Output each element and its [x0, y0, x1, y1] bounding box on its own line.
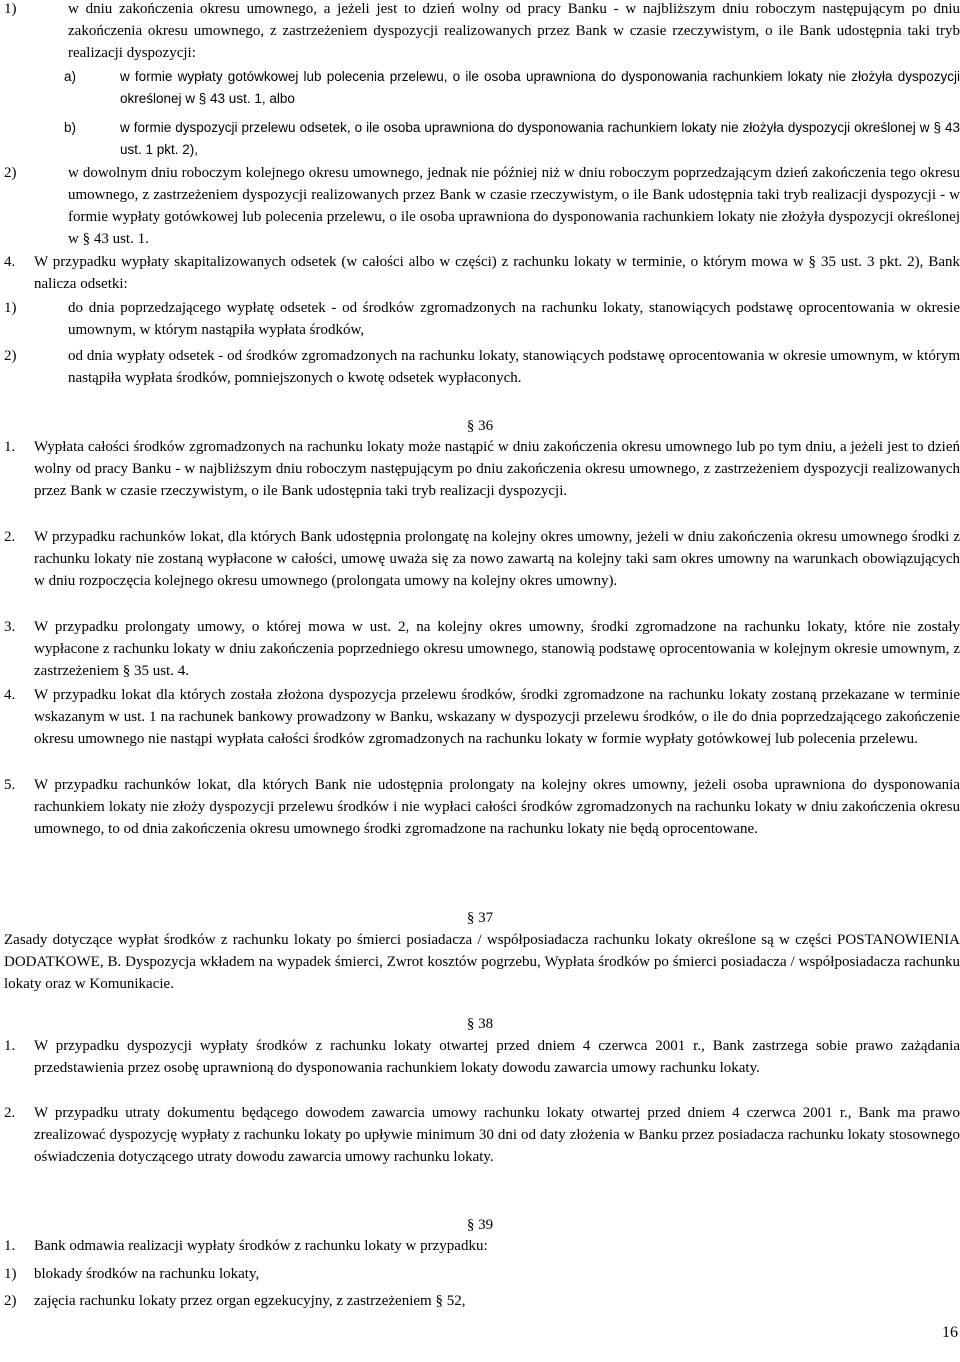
- list-number: 2): [4, 165, 17, 181]
- list-number: 1): [4, 300, 17, 316]
- list-text: W przypadku rachunków lokat, dla których Bank udostępnia prolongatę na kolejny okres umowny, jeżeli w dniu zakończenia okresu umownego środki z rachunku lokaty nie zostaną wypłacone w całości, umowę uważa się za nowo zawartą na kolejny taki sam okres umowny na warunkach obowiązujących w dniu rozpoczęcia kolejnego okresu umownego (prolongata umowy na kolejny okres umowny).: [34, 529, 960, 589]
- paragraph: Zasady dotyczące wypłat środków z rachunku lokaty po śmierci posiadacza / współposiadacza rachunku lokaty określone są w części POSTANOWIENIA DODATKOWE, B. Dyspozycja wkładem na wypadek śmierci, Zwrot kosztów pogrzebu, Wypłata środków po śmierci posiadacza / współposiadacza rachunku lokaty oraz w Komunikacie.: [4, 932, 960, 992]
- list-item: [64, 66, 960, 110]
- list-item: [4, 0, 960, 64]
- list-number: 5.: [4, 777, 16, 793]
- list-item: [4, 251, 960, 295]
- list-item: [4, 616, 960, 682]
- list-text: W przypadku wypłaty skapitalizowanych odsetek (w całości albo w części) z rachunku lokaty w terminie, o którym mowa w § 35 ust. 3 pkt. 2), Bank nalicza odsetki:: [34, 254, 960, 292]
- section-heading: § 38: [466, 1016, 494, 1032]
- list-number: 1.: [4, 1238, 16, 1254]
- list-text: zajęcia rachunku lokaty przez organ egzekucyjny, z zastrzeżeniem § 52,: [34, 1293, 466, 1309]
- list-item: [4, 436, 960, 502]
- list-number: 3.: [4, 619, 16, 635]
- list-item: [4, 1263, 960, 1285]
- list-text: W przypadku utraty dokumentu będącego dowodem zawarcia umowy rachunku lokaty otwartej przed dniem 4 czerwca 2001 r., Bank ma prawo zrealizować dyspozycję wypłaty z rachunku lokaty po upływie minimum 30 dni od daty złożenia w Banku przez posiadacza rachunku lokaty stosownego oświadczenia dotyczącego utraty dowodu zawarcia umowy rachunku lokaty.: [34, 1105, 960, 1165]
- list-text: w formie wypłaty gotówkowej lub polecenia przelewu, o ile osoba uprawniona do dysponowania rachunkiem lokaty nie złożyła dyspozycji określonej w § 43 ust. 1, albo: [120, 69, 960, 106]
- list-text: W przypadku rachunków lokat, dla których Bank nie udostępnia prolongaty na kolejny okres umowny, jeżeli osoba uprawniona do dysponowania rachunkiem lokaty nie złoży dyspozycji przelewu środków i nie wypłaci całości środków zgromadzonych na rachunku lokaty w dniu zakończenia okresu umownego, to od dnia zakończenia okresu umownego środki zgromadzone na rachunku lokaty nie będą oprocentowane.: [34, 777, 960, 837]
- list-letter: a): [64, 69, 77, 84]
- section-heading: § 39: [466, 1217, 494, 1233]
- list-text: do dnia poprzedzającego wypłatę odsetek - od środków zgromadzonych na rachunku lokaty, stanowiących podstawę oprocentowania w okresie umownym, w którym nastąpiła wypłata środków,: [68, 300, 960, 338]
- list-number: 1.: [4, 439, 16, 455]
- section-heading: § 37: [466, 910, 494, 926]
- list-item: [4, 684, 960, 750]
- page-number: 16: [942, 1324, 958, 1341]
- list-item: [4, 1102, 960, 1168]
- list-number: 1.: [4, 1038, 16, 1054]
- list-number: 2.: [4, 1105, 16, 1121]
- list-text: W przypadku dyspozycji wypłaty środków z rachunku lokaty otwartej przed dniem 4 czerwca 2001 r., Bank zastrzega sobie prawo zażądania przedstawienia przez osobę uprawnioną do dysponowania rachunkiem lokaty dowodu zawarcia umowy rachunku lokaty.: [34, 1038, 960, 1076]
- list-letter: b): [64, 120, 77, 135]
- list-text: W przypadku prolongaty umowy, o której mowa w ust. 2, na kolejny okres umowny, środki zgromadzone na rachunku lokaty, które nie zostały wypłacone z rachunku lokaty w dniu zakończenia poprzedniego okresu umownego, stanowią podstawę oprocentowania w kolejnym okresie umownym, z zastrzeżeniem § 35 ust. 4.: [34, 619, 960, 679]
- list-text: w dowolnym dniu roboczym kolejnego okresu umownego, jednak nie później niż w dniu roboczym poprzedzającym dzień zakończenia tego okresu umownego, z zastrzeżeniem dyspozycji realizowanych przez Bank w czasie rzeczywistym, o ile Bank udostępnia taki tryb realizacji dyspozycji - w formie wypłaty gotówkowej lub polecenia przelewu, o ile osoba uprawniona do dysponowania rachunkiem lokaty nie złożyła dyspozycji określonej w § 43 ust. 1.: [68, 165, 960, 247]
- list-item: [4, 345, 960, 389]
- list-item: [4, 526, 960, 592]
- list-number: 2): [4, 1293, 17, 1309]
- list-item: [4, 1290, 960, 1312]
- list-item: [4, 1235, 960, 1257]
- list-number: 2.: [4, 529, 16, 545]
- list-text: w dniu zakończenia okresu umownego, a jeżeli jest to dzień wolny od pracy Banku - w najbliższym dniu roboczym następującym po dniu zakończenia okresu umownego, z zastrzeżeniem dyspozycji realizowanych przez Bank w czasie rzeczywistym, o ile Bank udostępnia taki tryb realizacji dyspozycji:: [68, 1, 960, 61]
- list-text: W przypadku lokat dla których została złożona dyspozycja przelewu środków, środki zgromadzone na rachunku lokaty zostaną przekazane w terminie wskazanym w ust. 1 na rachunek bankowy prowadzony w Banku, wskazany w dyspozycji przelewu środków, o ile do dnia poprzedzającego zakończenie okresu umownego nie nastąpi wypłata całości środków zgromadzonych na rachunku lokaty w formie wypłaty gotówkowej lub polecenia przelewu.: [34, 687, 960, 747]
- list-number: 2): [4, 348, 17, 364]
- section-heading: § 36: [466, 418, 494, 434]
- list-number: 1): [4, 1, 17, 17]
- list-number: 1): [4, 1266, 17, 1282]
- list-text: Bank odmawia realizacji wypłaty środków z rachunku lokaty w przypadku:: [34, 1238, 488, 1254]
- list-number: 4.: [4, 687, 16, 703]
- list-text: od dnia wypłaty odsetek - od środków zgromadzonych na rachunku lokaty, stanowiących podstawę oprocentowania w okresie umownym, w którym nastąpiła wypłata środków, pomniejszonych o kwotę odsetek wypłaconych.: [68, 348, 960, 386]
- list-item: [4, 162, 960, 250]
- list-item: [4, 774, 960, 840]
- list-text: w formie dyspozycji przelewu odsetek, o ile osoba uprawniona do dysponowania rachunkiem lokaty nie złożyła dyspozycji określonej w § 43 ust. 1 pkt. 2),: [120, 120, 960, 157]
- list-item: [64, 117, 960, 161]
- list-text: Wypłata całości środków zgromadzonych na rachunku lokaty może nastąpić w dniu zakończenia okresu umownego lub po tym dniu, a jeżeli jest to dzień wolny od pracy Banku - w najbliższym dniu roboczym następującym po dniu zakończenia okresu umownego, z zastrzeżeniem dyspozycji realizowanych przez Bank w czasie rzeczywistym, o ile Bank udostępnia taki tryb realizacji dyspozycji.: [34, 439, 960, 499]
- list-item: [4, 297, 960, 341]
- list-item: [4, 1035, 960, 1079]
- list-number: 4.: [4, 254, 16, 270]
- list-text: blokady środków na rachunku lokaty,: [34, 1266, 260, 1282]
